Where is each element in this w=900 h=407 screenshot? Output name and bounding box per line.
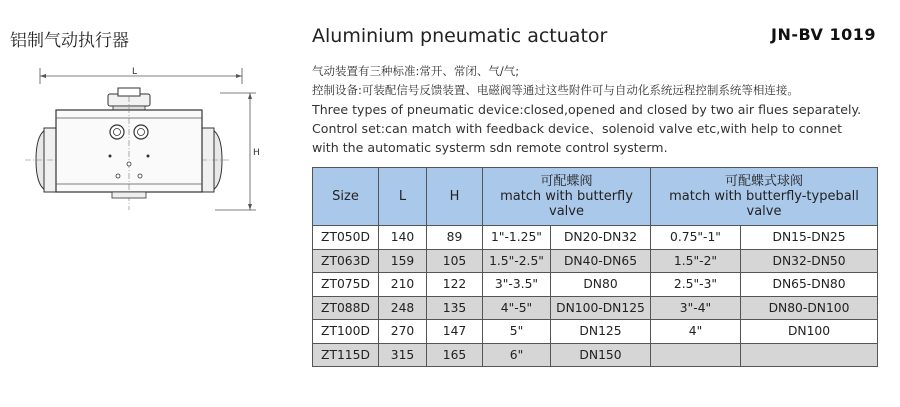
cell-butterfly-inch: 1"-1.25" — [483, 226, 551, 250]
table-row — [313, 273, 878, 297]
cell-l: 140 — [379, 226, 427, 250]
cell-typeball-inch: 3"-4" — [651, 296, 741, 320]
table-row — [313, 343, 878, 367]
header-butterfly — [483, 168, 651, 226]
dim-l-label: L — [132, 67, 138, 77]
cell-l: 315 — [379, 343, 427, 367]
header-l: L — [379, 168, 427, 226]
cell-butterfly-dn: DN20-DN32 — [551, 226, 651, 250]
cell-l: 248 — [379, 296, 427, 320]
header-butterfly-cn: 可配蝶阀 — [540, 174, 593, 189]
description — [312, 62, 882, 157]
header-typeball-cn: 可配蝶式球阀 — [725, 174, 804, 189]
description-line-cn-1: 气动装置有三种标准:常开、常闭、气/气; — [312, 64, 520, 78]
dim-h-label: H — [253, 148, 260, 158]
cell-h: 147 — [427, 320, 483, 344]
table-row — [313, 226, 878, 250]
header-h: H — [427, 168, 483, 226]
cell-h: 135 — [427, 296, 483, 320]
description-line-en-3: with the automatic systerm sdn remote control systerm. — [312, 140, 668, 155]
cell-butterfly-inch: 3"-3.5" — [483, 273, 551, 297]
header-butterfly-en: match with butterfly valve — [500, 189, 633, 219]
table-row — [313, 320, 878, 344]
cell-l: 270 — [379, 320, 427, 344]
cell-size: ZT100D — [313, 320, 379, 344]
title-english: Aluminium pneumatic actuator — [312, 25, 608, 47]
table-row — [313, 296, 878, 320]
header-typeball — [651, 168, 878, 226]
cell-size: ZT050D — [313, 226, 379, 250]
cell-butterfly-inch: 4"-5" — [483, 296, 551, 320]
cell-typeball-dn: DN15-DN25 — [741, 226, 878, 250]
cell-typeball-inch: 0.75"-1" — [651, 226, 741, 250]
cell-butterfly-dn: DN40-DN65 — [551, 249, 651, 273]
spec-table — [312, 167, 878, 367]
cell-typeball-inch: 1.5"-2" — [651, 249, 741, 273]
cell-butterfly-dn: DN125 — [551, 320, 651, 344]
cell-typeball-inch: 4" — [651, 320, 741, 344]
cell-butterfly-inch: 1.5"-2.5" — [483, 249, 551, 273]
cell-butterfly-inch: 5" — [483, 320, 551, 344]
cell-typeball-inch: 2.5"-3" — [651, 273, 741, 297]
description-line-en-1: Three types of pneumatic device:closed,opened and closed by two air flues separately. — [312, 102, 862, 117]
title-chinese: 铝制气动执行器 — [10, 31, 129, 51]
cell-size: ZT115D — [313, 343, 379, 367]
cell-h: 122 — [427, 273, 483, 297]
cell-h: 89 — [427, 226, 483, 250]
cell-butterfly-dn: DN150 — [551, 343, 651, 367]
cell-size: ZT088D — [313, 296, 379, 320]
cell-typeball-dn: DN80-DN100 — [741, 296, 878, 320]
model-number: JN-BV 1019 — [770, 25, 876, 44]
header-typeball-en: match with butterfly-typeball valve — [669, 189, 859, 219]
cell-l: 210 — [379, 273, 427, 297]
cell-butterfly-dn: DN100-DN125 — [551, 296, 651, 320]
header-size: Size — [313, 168, 379, 226]
cell-typeball-dn: DN100 — [741, 320, 878, 344]
cell-l: 159 — [379, 249, 427, 273]
description-line-cn-2: 控制设备:可装配信号反馈装置、电磁阀等通过这些附件可与自动化系统远程控制系统等相连接。 — [312, 83, 799, 97]
actuator-drawing — [20, 60, 285, 220]
description-line-en-2: Control set:can match with feedback device、solenoid valve etc,with help to connet — [312, 121, 843, 136]
cell-h: 165 — [427, 343, 483, 367]
cell-h: 105 — [427, 249, 483, 273]
cell-size: ZT063D — [313, 249, 379, 273]
cell-typeball-dn — [741, 343, 878, 367]
cell-typeball-dn: DN32-DN50 — [741, 249, 878, 273]
cell-typeball-dn: DN65-DN80 — [741, 273, 878, 297]
cell-butterfly-inch: 6" — [483, 343, 551, 367]
cell-typeball-inch — [651, 343, 741, 367]
cell-butterfly-dn: DN80 — [551, 273, 651, 297]
table-row — [313, 249, 878, 273]
cell-size: ZT075D — [313, 273, 379, 297]
